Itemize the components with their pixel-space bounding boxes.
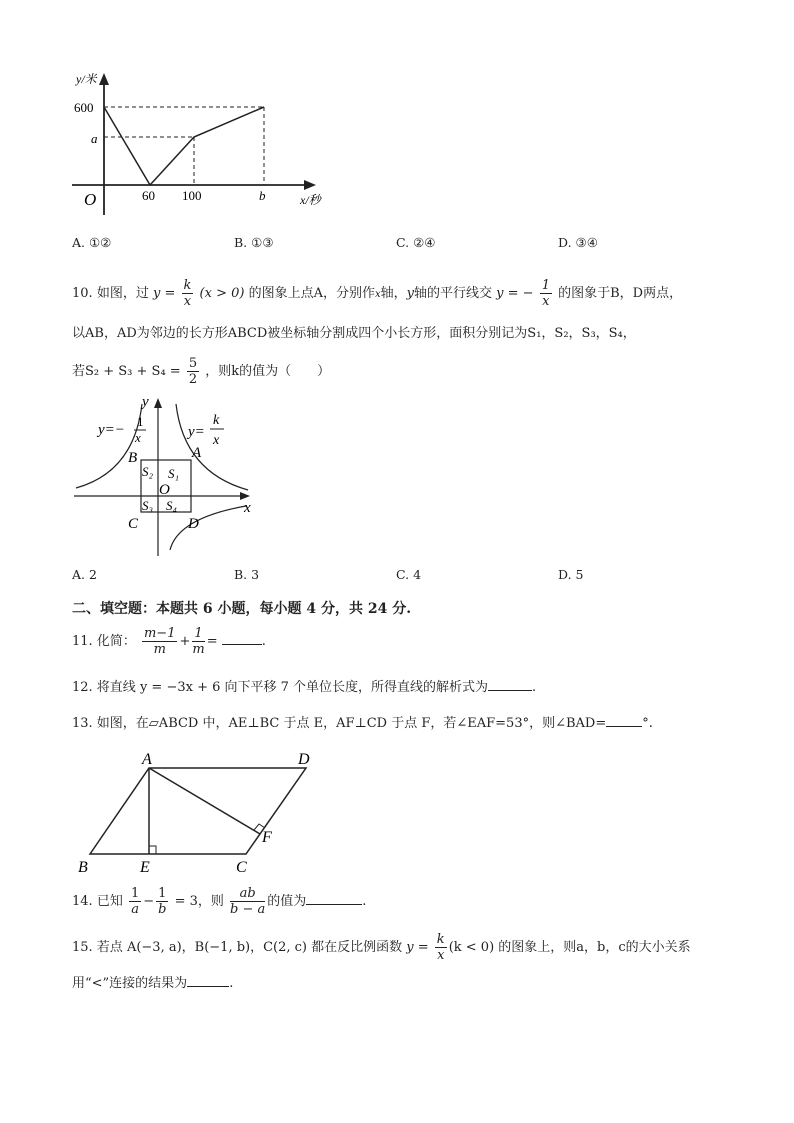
q13-answer-blank[interactable] [606,713,642,727]
q14-answer-blank[interactable] [306,891,362,905]
q10-func2-frac [540,278,552,309]
section-title: 二、填空题：本题共 6 小题，每小题 4 分，共 24 分. [72,601,412,617]
q10-option-a[interactable]: A. 2 [72,567,97,582]
right-func-num: k [213,413,220,428]
q10-option-c[interactable]: C. 4 [396,567,422,582]
q11-f2-num: 1 [192,626,204,642]
label-O: O [159,482,170,498]
q11-eq: = [206,634,218,649]
q10-option-b[interactable]: B. 3 [234,567,260,582]
x-tick-b: b [259,188,266,203]
left-func-pre: y=− [98,422,125,438]
q15-post: (k < 0) 的图象上，则a，b，c的大小关系 [448,940,691,955]
q14-eq: = 3，则 [174,894,224,909]
y-axis-arrow [99,73,109,85]
q9-option-b[interactable]: B. ①③ [234,235,274,250]
q12-text: 12. 将直线 y = −3x + 6 向下平移 7 个单位长度，所得直线的解析式为 [72,680,489,695]
q10-option-d[interactable]: D. 5 [558,567,584,582]
q15-func: y = [406,940,429,955]
label-y: y [142,394,149,410]
y-tick-600: 600 [74,100,94,115]
q10-func2-den: x [542,294,550,309]
q15-f-num: k [436,932,445,947]
curve-q1 [176,404,248,490]
q10-func-k: k [183,278,192,293]
q10-line3 [72,356,330,387]
q14-f1-den: a [131,902,139,917]
q10-line2: 以AB，AD为邻边的长方形ABCD被坐标轴分割成四个小长方形，面积分别记为S₁，S₂，S₃，S₄， [72,326,636,341]
q10-x-word: x [374,289,381,300]
right-func-den: x [213,433,220,448]
q14-f3-num: ab [230,886,265,902]
q15-pre: 15. 若点 A(−3, a)，B(−1, b)，C(2, c) 都在反比例函数 [72,940,403,955]
q13-post: °. [642,716,653,731]
segment-af [149,768,260,834]
q11-f2-den: m [192,642,205,657]
label-S2: S₂ [142,464,154,479]
q11-frac1 [142,626,178,657]
q10-line1 [72,278,682,309]
q10-func-cond: (x > 0) [199,286,245,301]
label-C: C [128,516,139,532]
curve-q2 [76,404,142,488]
x-tick-60: 60 [142,188,155,203]
q15-answer-blank[interactable] [187,973,229,987]
right-func-pre: y= [188,424,205,440]
q10-number: 10. [72,286,93,301]
q10-func2: y = − [496,286,534,301]
q14-minus: − [143,894,155,909]
label-S1: S₁ [168,466,180,481]
q11-pre: 化简： [96,634,136,649]
q15-line2 [72,973,233,993]
label-S4: S₄ [166,498,178,513]
q14-post: 的值为 [267,894,307,909]
q12-answer-blank[interactable] [488,677,532,691]
parallelogram-graph [70,748,330,878]
q11-answer-blank[interactable] [222,631,262,645]
left-func-num: 1 [137,414,144,429]
q14-f3-den: b − a [230,902,266,917]
x-axis-arrow [240,492,250,500]
x-tick-100: 100 [182,188,202,203]
q15-line1 [72,932,691,963]
q14-pre: 已知 [96,894,123,909]
origin-label: O [84,190,97,209]
x-axis-label: x/秒 [300,193,321,207]
right-angle-e [149,846,156,854]
q14-f2-den: b [158,902,167,917]
q11-f1-den: m [153,642,166,657]
q10-cond-den: 2 [188,372,198,387]
q15-frac [435,932,447,963]
q9-option-c[interactable]: C. ②④ [396,235,436,250]
label-B: B [78,859,88,876]
q9-option-d[interactable]: D. ③④ [558,235,598,250]
q13-text: 13. 如图，在▱ABCD 中，AE⊥BC 于点 E，AF⊥CD 于点 F，若∠EAF=53°，则∠BAD= [72,716,607,731]
q10-cond-frac [187,356,199,387]
q10-func: y = [152,286,176,301]
q15-line2-text: 用“<”连接的结果为 [72,976,188,991]
label-F: F [262,829,272,846]
q14 [72,886,366,917]
q12 [72,677,536,697]
x-axis-arrow [304,180,316,190]
label-C: C [236,859,247,876]
q14-frac3 [230,886,265,917]
q11-plus: + [179,634,191,649]
label-A: A [142,751,152,768]
q10-mid3: 轴的平行线交 [413,286,492,301]
q10-func2-num: 1 [541,278,550,293]
q15-f-den: x [437,948,445,963]
q11-f1-num: m−1 [143,626,176,641]
q14-f2-num: 1 [158,886,167,901]
label-D: D [188,516,199,532]
y-tick-a: a [91,131,98,146]
label-B: B [128,450,138,466]
left-func-den: x [135,430,141,445]
q15-line2-end: . [229,976,234,991]
distance-time-graph [60,65,340,220]
label-A: A [192,445,202,461]
q10-cond-pre: 若S₂ + S₃ + S₄ = [72,364,181,379]
q14-number: 14. [72,894,93,909]
label-D: D [298,751,310,768]
q13 [72,713,653,733]
q14-frac1 [129,886,141,917]
label-E: E [140,859,150,876]
y-axis-arrow [154,398,162,408]
q9-option-a[interactable]: A. ①② [72,235,112,250]
q11-number: 11. [72,634,93,649]
label-x: x [244,500,251,516]
q11-post: . [261,634,266,649]
q10-mid2: 轴， [380,286,407,301]
q12-post: . [532,680,537,695]
q11 [72,626,266,657]
q11-frac2 [192,626,204,657]
q10-pre: 如图，过 [96,286,149,301]
q10-mid: 的图象上点A，分别作 [248,286,375,301]
label-S3: S₃ [142,498,154,513]
q10-y-word: y [406,286,414,301]
parallelogram-abcd [90,768,306,854]
q14-end: . [362,894,367,909]
q10-func-x: x [183,294,192,309]
y-axis-label: y/米 [76,72,97,86]
hyperbola-graph [70,390,270,560]
q14-frac2 [156,886,168,917]
q10-post: 的图象于B，D两点， [558,286,683,301]
q10-func-frac [182,278,194,309]
graph-line [104,107,264,185]
q14-f1-num: 1 [130,886,140,901]
q10-cond-num: 5 [188,356,198,371]
q10-cond-post: ，则k的值为（ ） [205,364,331,379]
